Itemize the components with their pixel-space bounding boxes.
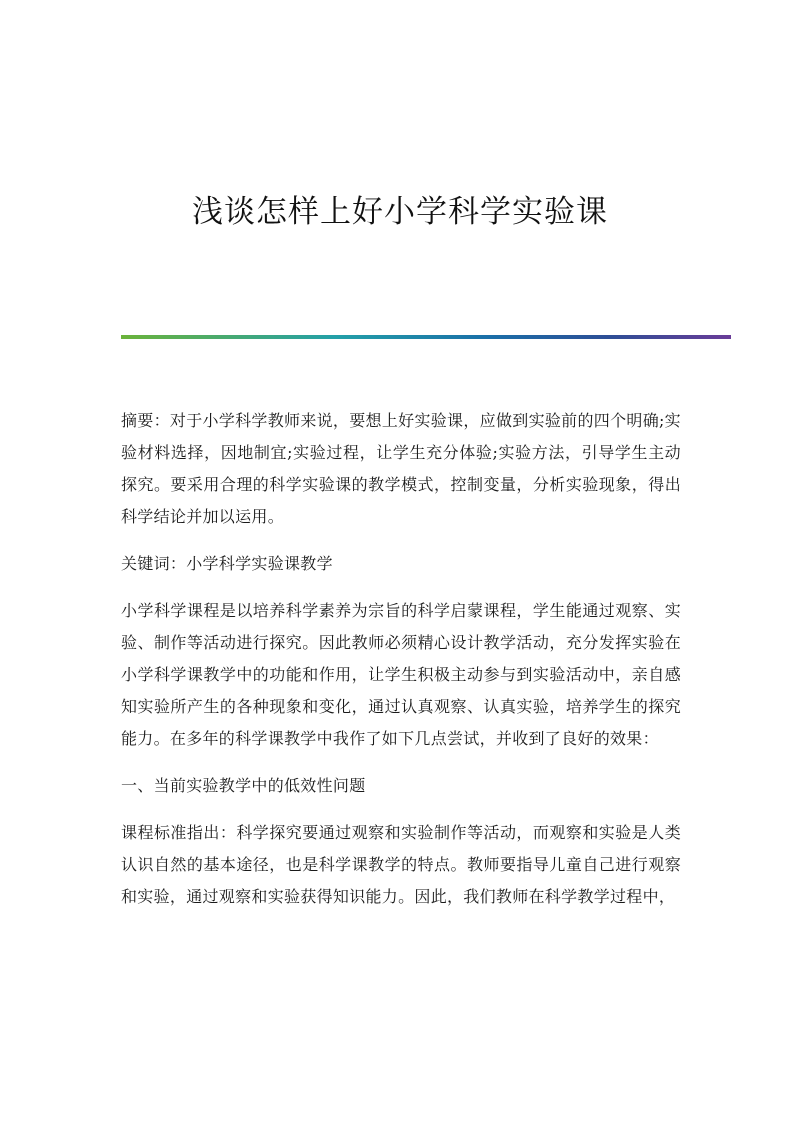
document-body xyxy=(121,405,681,913)
body-paragraph: 课程标准指出：科学探究要通过观察和实验制作等活动，而观察和实验是人类认识自然的基本途径，也是科学课教学的特点。教师要指导儿童自己进行观察和实验，通过观察和实验获得知识能力。因此，我们教师在科学教学过程中， xyxy=(121,823,681,906)
section-heading: 一、当前实验教学中的低效性问题 xyxy=(121,776,366,795)
title-divider xyxy=(121,335,731,339)
document-title: 浅谈怎样上好小学科学实验课 xyxy=(192,194,608,230)
abstract-paragraph: 摘要：对于小学科学教师来说，要想上好实验课，应做到实验前的四个明确;实验材料选择，因地制宜;实验过程，让学生充分体验;实验方法，引导学生主动探究。要采用合理的科学实验课的教学模式，控制变量，分析实验现象，得出科学结论并加以运用。 xyxy=(121,411,681,526)
intro-paragraph: 小学科学课程是以培养科学素养为宗旨的科学启蒙课程，学生能通过观察、实验、制作等活动进行探究。因此教师必须精心设计教学活动，充分发挥实验在小学科学课教学中的功能和作用，让学生积极主动参与到实验活动中，亲自感知实验所产生的各种现象和变化，通过认真观察、认真实验，培养学生的探究能力。在多年的科学课教学中我作了如下几点尝试，并收到了良好的效果： xyxy=(121,601,681,748)
keywords-paragraph: 关键词：小学科学实验课教学 xyxy=(121,554,333,573)
